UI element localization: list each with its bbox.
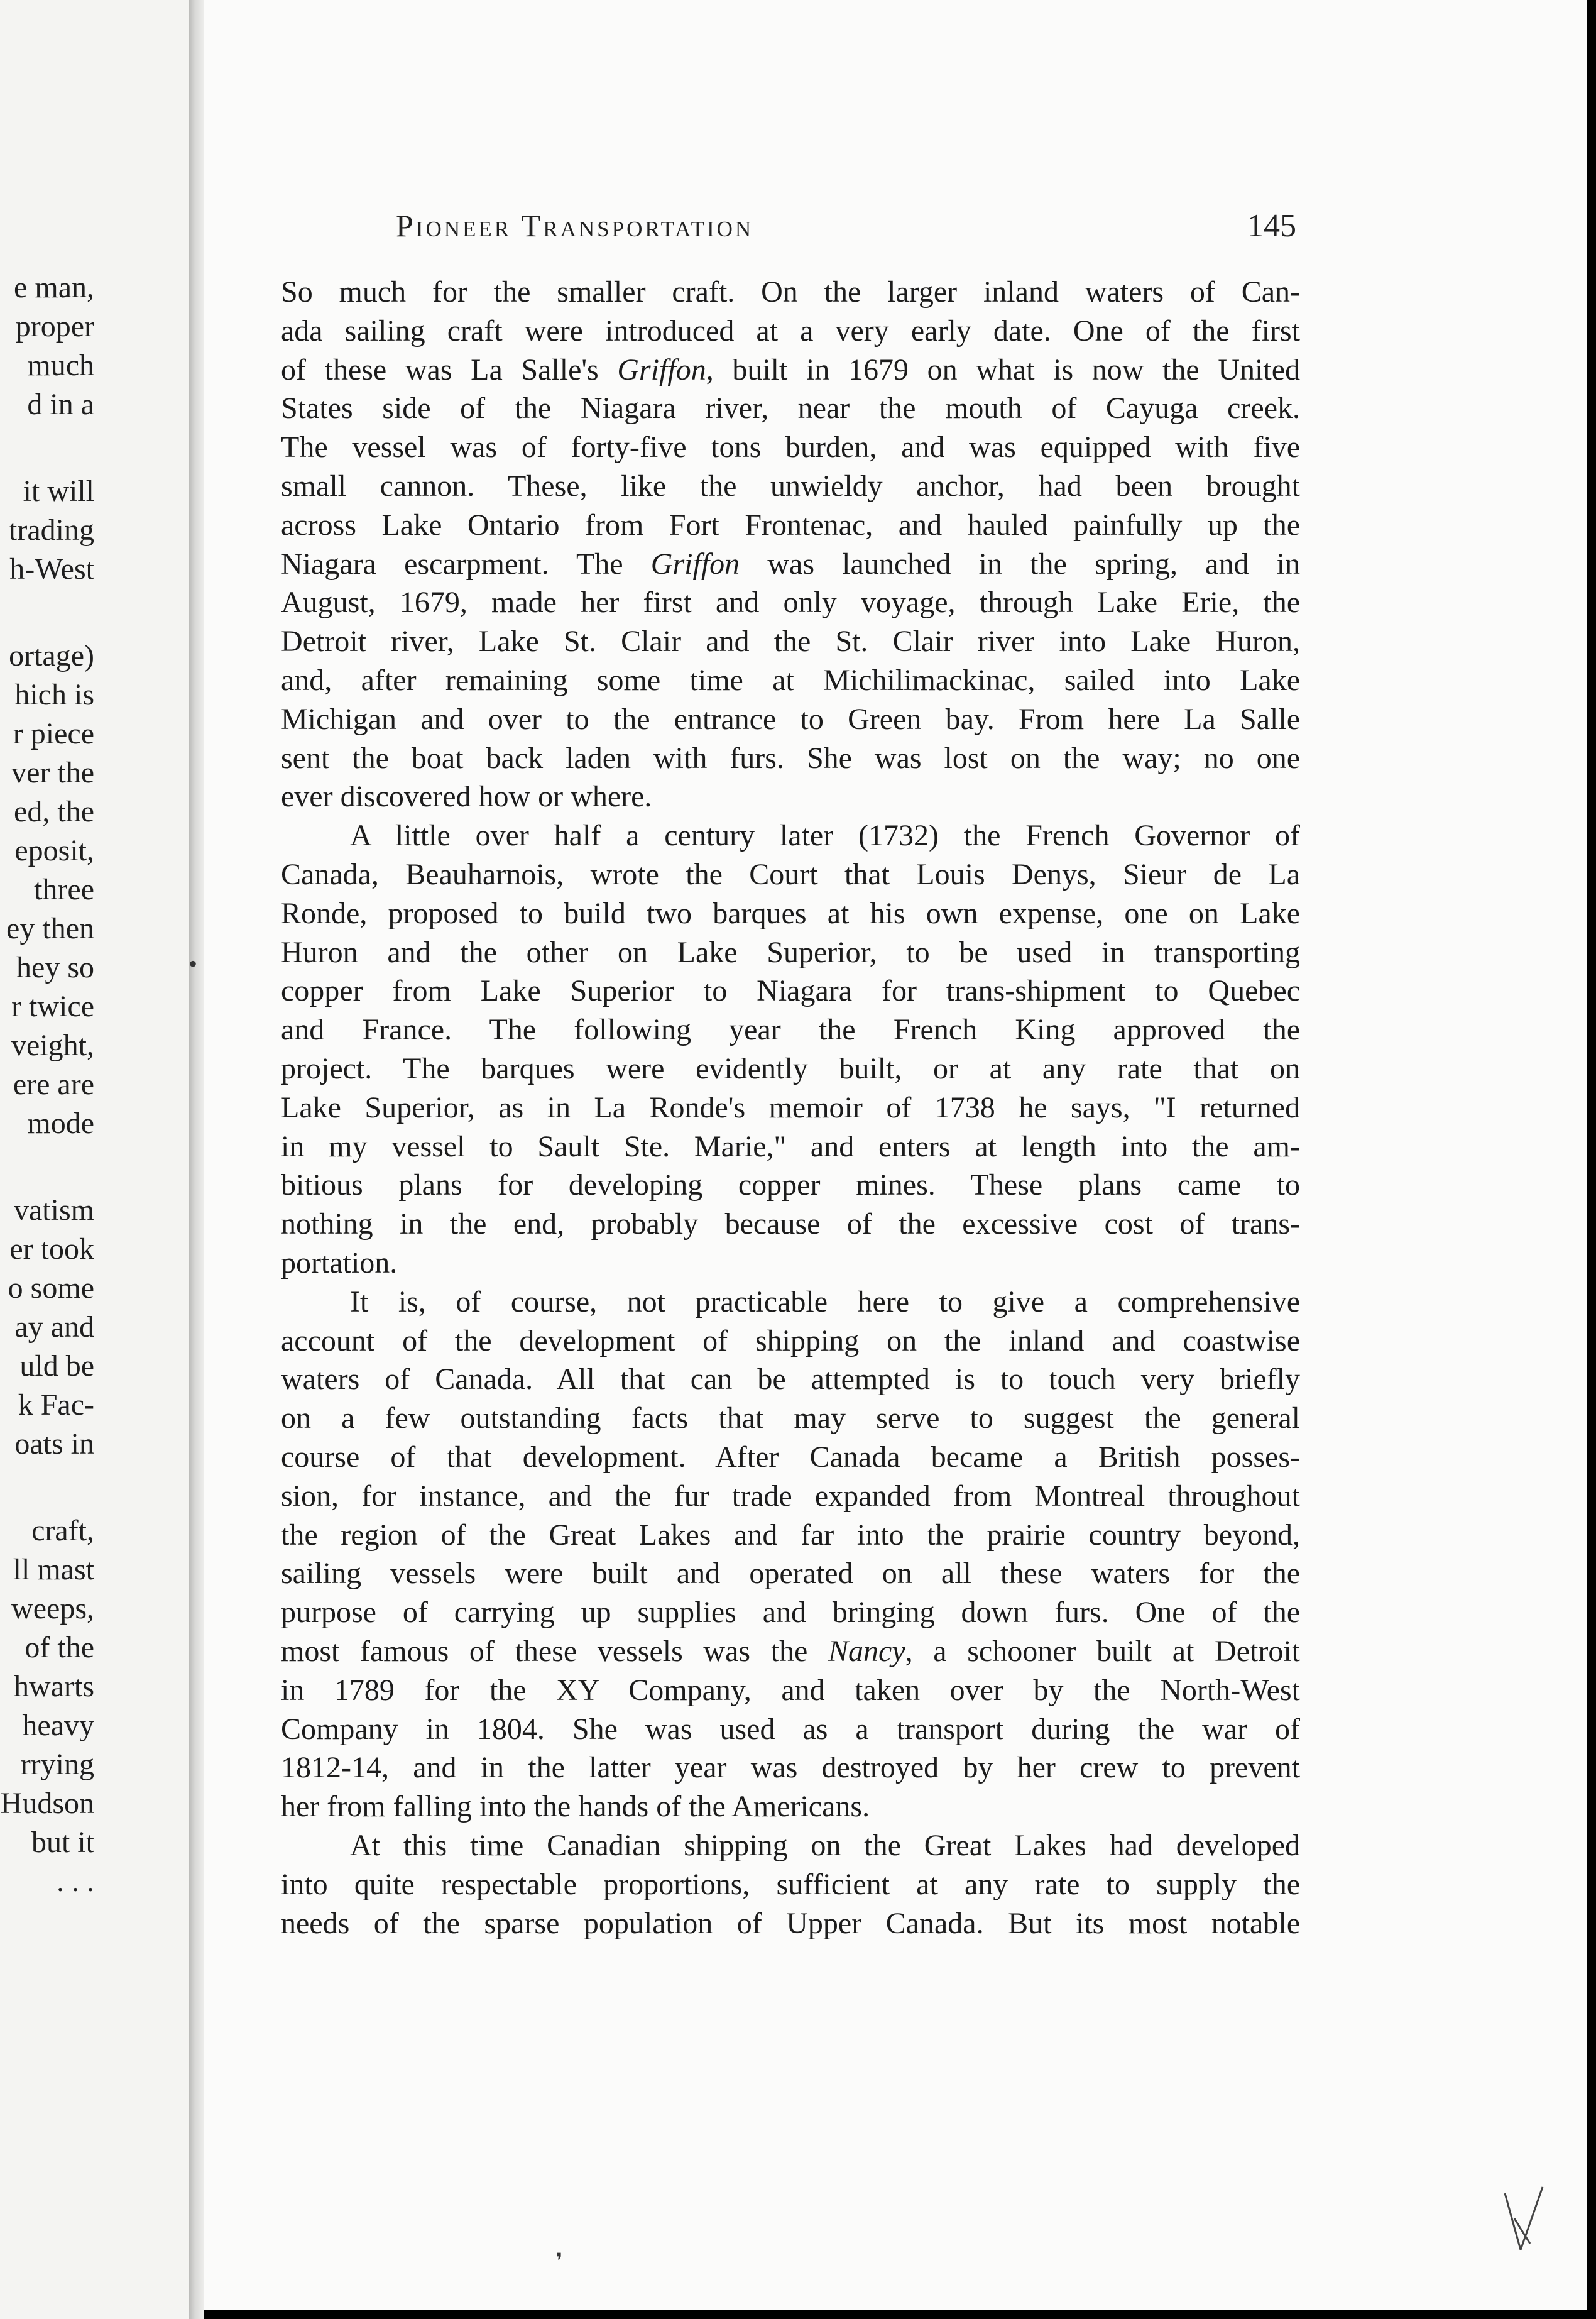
body-text-line: on a few outstanding facts that may serve to suggest the general [281, 1401, 1300, 1435]
facing-page-line: e man, [14, 271, 94, 304]
ship-name: Griffon [617, 353, 706, 386]
facing-page-line: proper [15, 310, 94, 343]
facing-page-line: of the [25, 1631, 94, 1664]
corner-scratch-mark [1502, 2181, 1546, 2256]
body-text-line: in my vessel to Sault Ste. Marie," and enters at length into the am- [281, 1129, 1300, 1163]
body-text-line: Niagara escarpment. The Griffon was launched in the spring, and in [281, 547, 1301, 581]
body-text-line: Huron and the other on Lake Superior, to be used in transporting [281, 935, 1300, 969]
facing-page-line: ver the [11, 756, 94, 789]
facing-page-line: ll mast [13, 1553, 94, 1586]
body-text-line: A little over half a century later (1732) the French Governor of [350, 819, 1300, 853]
ship-name: Nancy [828, 1635, 905, 1668]
facing-page-line: but it [31, 1826, 94, 1859]
facing-page-line: uld be [19, 1349, 94, 1383]
facing-page-line: eposit, [14, 834, 94, 867]
body-text-line: Canada, Beauharnois, wrote the Court that Louis Denys, Sieur de La [281, 858, 1300, 891]
bottom-tick-mark: ❜ [556, 2249, 563, 2272]
body-text-line: sailing vessels were built and operated on all these waters for the [281, 1557, 1300, 1591]
body-text-line: The vessel was of forty-five tons burden, and was equipped with five [281, 430, 1300, 464]
body-text-line: So much for the smaller craft. On the larger inland waters of Can- [281, 275, 1300, 309]
body-text-line: bitious plans for developing copper mines. These plans came to [281, 1168, 1300, 1202]
facing-page-line: r twice [11, 990, 94, 1023]
facing-page-line: d in a [27, 388, 94, 421]
body-text-line: Ronde, proposed to build two barques at his own expense, one on Lake [281, 896, 1300, 930]
body-text-line: It is, of course, not practicable here to give a comprehensive [350, 1285, 1300, 1318]
ship-name: Griffon [650, 547, 740, 581]
body-text-line: in 1789 for the XY Company, and taken over by the North-West [281, 1673, 1300, 1707]
body-text-line: waters of Canada. All that can be attempted is to touch very briefly [281, 1362, 1300, 1396]
body-text-line: needs of the sparse population of Upper Canada. But its most notable [281, 1906, 1300, 1940]
body-text-line: States side of the Niagara river, near the mouth of Cayuga creek. [281, 392, 1300, 425]
body-text-line: account of the development of shipping on the inland and coastwise [281, 1324, 1300, 1357]
body-text-line: purpose of carrying up supplies and bringing down furs. One of the [281, 1596, 1300, 1630]
facing-page-line: k Fac- [18, 1388, 94, 1422]
body-text-line: sion, for instance, and the fur trade expanded from Montreal throughout [281, 1479, 1300, 1513]
facing-page-line: ed, the [14, 795, 94, 828]
body-text-line: course of that development. After Canada became a British posses- [281, 1440, 1300, 1474]
body-text-line: nothing in the end, probably because of the excessive cost of trans- [281, 1207, 1300, 1241]
body-text-line: the region of the Great Lakes and far into the prairie country beyond, [281, 1518, 1300, 1552]
facing-page-line: much [27, 349, 94, 382]
body-text-line: Michigan and over to the entrance to Green bay. From here La Salle [281, 702, 1300, 736]
facing-page-line: it will [23, 474, 94, 508]
body-text-line: most famous of these vessels was the Nancy, a schooner built at Detroit [281, 1635, 1300, 1668]
body-text-line: her from falling into the hands of the Americans. [281, 1790, 870, 1824]
body-text-line: into quite respectable proportions, sufficient at any rate to supply the [281, 1867, 1300, 1901]
facing-page [0, 0, 189, 2319]
margin-dot: • [189, 950, 198, 978]
facing-page-line: heavy [22, 1709, 94, 1742]
body-text-line: Company in 1804. She was used as a transport during the war of [281, 1712, 1300, 1746]
facing-page-line: oats in [14, 1427, 94, 1461]
facing-page-line: ay and [14, 1310, 94, 1344]
facing-page-line: mode [27, 1107, 94, 1140]
facing-page-line: . . . [57, 1865, 94, 1898]
body-text-line: At this time Canadian shipping on the Great Lakes had developed [350, 1829, 1300, 1862]
body-text-line: and France. The following year the French King approved the [281, 1013, 1300, 1047]
facing-page-line: craft, [31, 1514, 94, 1547]
facing-page-line: o some [8, 1271, 94, 1305]
running-head: Pioneer Transportation [396, 208, 754, 243]
facing-page-line: er took [9, 1232, 94, 1266]
facing-page-line: weeps, [11, 1592, 94, 1625]
body-text-line: and, after remaining some time at Michilimackinac, sailed into Lake [281, 664, 1300, 697]
facing-page-line: hich is [14, 678, 94, 711]
body-text-line: across Lake Ontario from Fort Frontenac, and hauled painfully up the [281, 508, 1300, 542]
page-number: 145 [1247, 208, 1296, 244]
body-text-line: ever discovered how or where. [281, 780, 652, 814]
facing-page-line: r piece [13, 717, 94, 750]
facing-page-line: rrying [20, 1748, 94, 1781]
facing-page-line: Hudson [0, 1787, 94, 1820]
facing-page-line: veight, [11, 1029, 94, 1062]
facing-page-line: hey so [16, 951, 94, 984]
body-text-line: ada sailing craft were introduced at a very early date. One of the first [281, 314, 1300, 348]
facing-page-line: h-West [9, 552, 94, 586]
body-text-line: project. The barques were evidently built, or at any rate that on [281, 1052, 1300, 1085]
body-text-line: small cannon. These, like the unwieldy anchor, had been brought [281, 469, 1300, 503]
facing-page-line: three [34, 873, 94, 906]
body-text-line: August, 1679, made her first and only voyage, through Lake Erie, the [281, 586, 1300, 620]
facing-page-line: hwarts [14, 1670, 94, 1703]
body-text-line: 1812-14, and in the latter year was destroyed by her crew to prevent [281, 1751, 1300, 1785]
body-text-line: Detroit river, Lake St. Clair and the St. Clair river into Lake Huron, [281, 625, 1300, 659]
book-gutter [189, 0, 204, 2319]
facing-page-line: ere are [13, 1068, 94, 1101]
body-text-line: sent the boat back laden with furs. She was lost on the way; no one [281, 741, 1300, 775]
body-text-line: of these was La Salle's Griffon, built in 1679 on what is now the United [281, 353, 1301, 386]
facing-page-line: ey then [6, 912, 94, 945]
facing-page-line: ortage) [9, 639, 94, 672]
body-text-line: copper from Lake Superior to Niagara for trans-shipment to Quebec [281, 974, 1300, 1008]
body-text-line: portation. [281, 1246, 398, 1280]
facing-page-line: vatism [14, 1193, 94, 1227]
facing-page-line: trading [9, 513, 94, 547]
body-text-line: Lake Superior, as in La Ronde's memoir of 1738 he says, "I returned [281, 1090, 1300, 1124]
